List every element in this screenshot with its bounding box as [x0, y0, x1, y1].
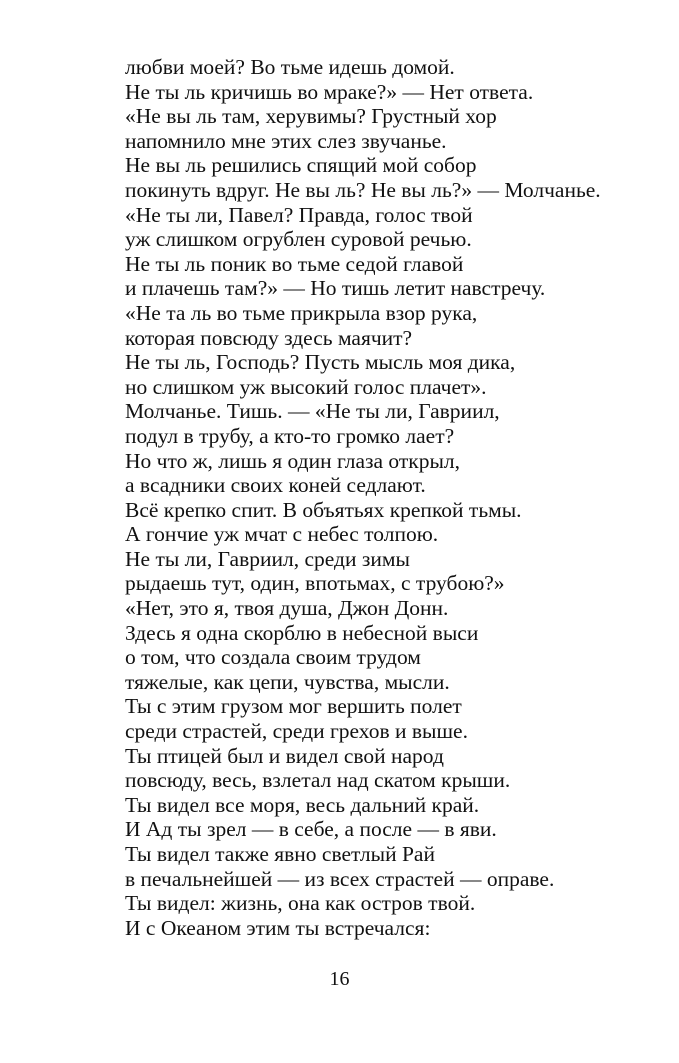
poem-line: Не ты ль поник во тьме седой главой: [125, 251, 464, 276]
poem-line: но слишком уж высокий голос плачет».: [125, 374, 487, 399]
poem-line: «Не ты ли, Павел? Правда, голос твой: [125, 202, 473, 227]
poem-line: Всё крепко спит. В объятьях крепкой тьмы.: [125, 497, 522, 522]
poem-line: Ты видел также явно светлый Рай: [125, 841, 435, 866]
poem-line: напомнило мне этих слез звучанье.: [125, 128, 447, 153]
poem-line: Ты птицей был и видел свой народ: [125, 743, 444, 768]
poem-line: Не ты ли, Гавриил, среди зимы: [125, 546, 410, 571]
poem-line: Не ты ль кричишь во мраке?» — Нет ответа.: [125, 79, 534, 104]
poem-line: тяжелые, как цепи, чувства, мысли.: [125, 669, 450, 694]
poem-line: А гончие уж мчат с небес толпою.: [125, 522, 439, 547]
poem-line: «Не та ль во тьме прикрыла взор рука,: [125, 300, 478, 325]
poem-line: Ты с этим грузом мог вершить полет: [125, 694, 462, 719]
poem-line: любви моей? Во тьме идешь домой.: [125, 55, 455, 79]
poem-line: а всадники своих коней седлают.: [125, 473, 426, 498]
poem-line: «Не вы ль там, херувимы? Грустный хор: [125, 104, 497, 129]
poem-line: покинуть вдруг. Не вы ль? Не вы ль?» — Молчанье.: [125, 177, 601, 202]
page-number: 16: [329, 968, 350, 990]
poem-line: «Нет, это я, твоя душа, Джон Донн.: [125, 596, 449, 620]
poem-line: и плачешь там?» — Но тишь летит навстречу.: [125, 276, 546, 301]
poem-stanza-2: [125, 596, 645, 940]
poem-line: Ты видел все моря, весь дальний край.: [125, 792, 480, 817]
poem-line: среди страстей, среди грехов и выше.: [125, 718, 468, 743]
poem-line: Не вы ль решились спящий мой собор: [125, 153, 477, 178]
poem-line: И с Океаном этим ты встречался:: [125, 915, 431, 940]
poem-line: Но что ж, лишь я один глаза открыл,: [125, 448, 461, 473]
poem-stanza-1: [125, 55, 645, 596]
poem-line: Не ты ль, Господь? Пусть мысль моя дика,: [125, 350, 516, 375]
poem-line: Здесь я одна скорблю в небесной выси: [125, 620, 479, 645]
poem-line: Ты видел: жизнь, она как остров твой.: [125, 891, 476, 916]
poem-line: Молчанье. Тишь. — «Не ты ли, Гавриил,: [125, 399, 500, 424]
poem-line: в печальнейшей — из всех страстей — оправе.: [125, 866, 555, 891]
poem-line: которая повсюду здесь маячит?: [125, 325, 413, 350]
poem-line: о том, что создала своим трудом: [125, 645, 421, 670]
poem-line: рыдаешь тут, один, впотьмах, с трубою?»: [125, 571, 505, 596]
poem-line: повсюду, весь, взлетал над скатом крыши.: [125, 768, 511, 793]
poem-line: уж слишком огрублен суровой речью.: [125, 227, 472, 252]
poem-line: подул в трубу, а кто-то громко лает?: [125, 423, 455, 448]
poem-line: И Ад ты зрел — в себе, а после — в яви.: [125, 817, 497, 842]
